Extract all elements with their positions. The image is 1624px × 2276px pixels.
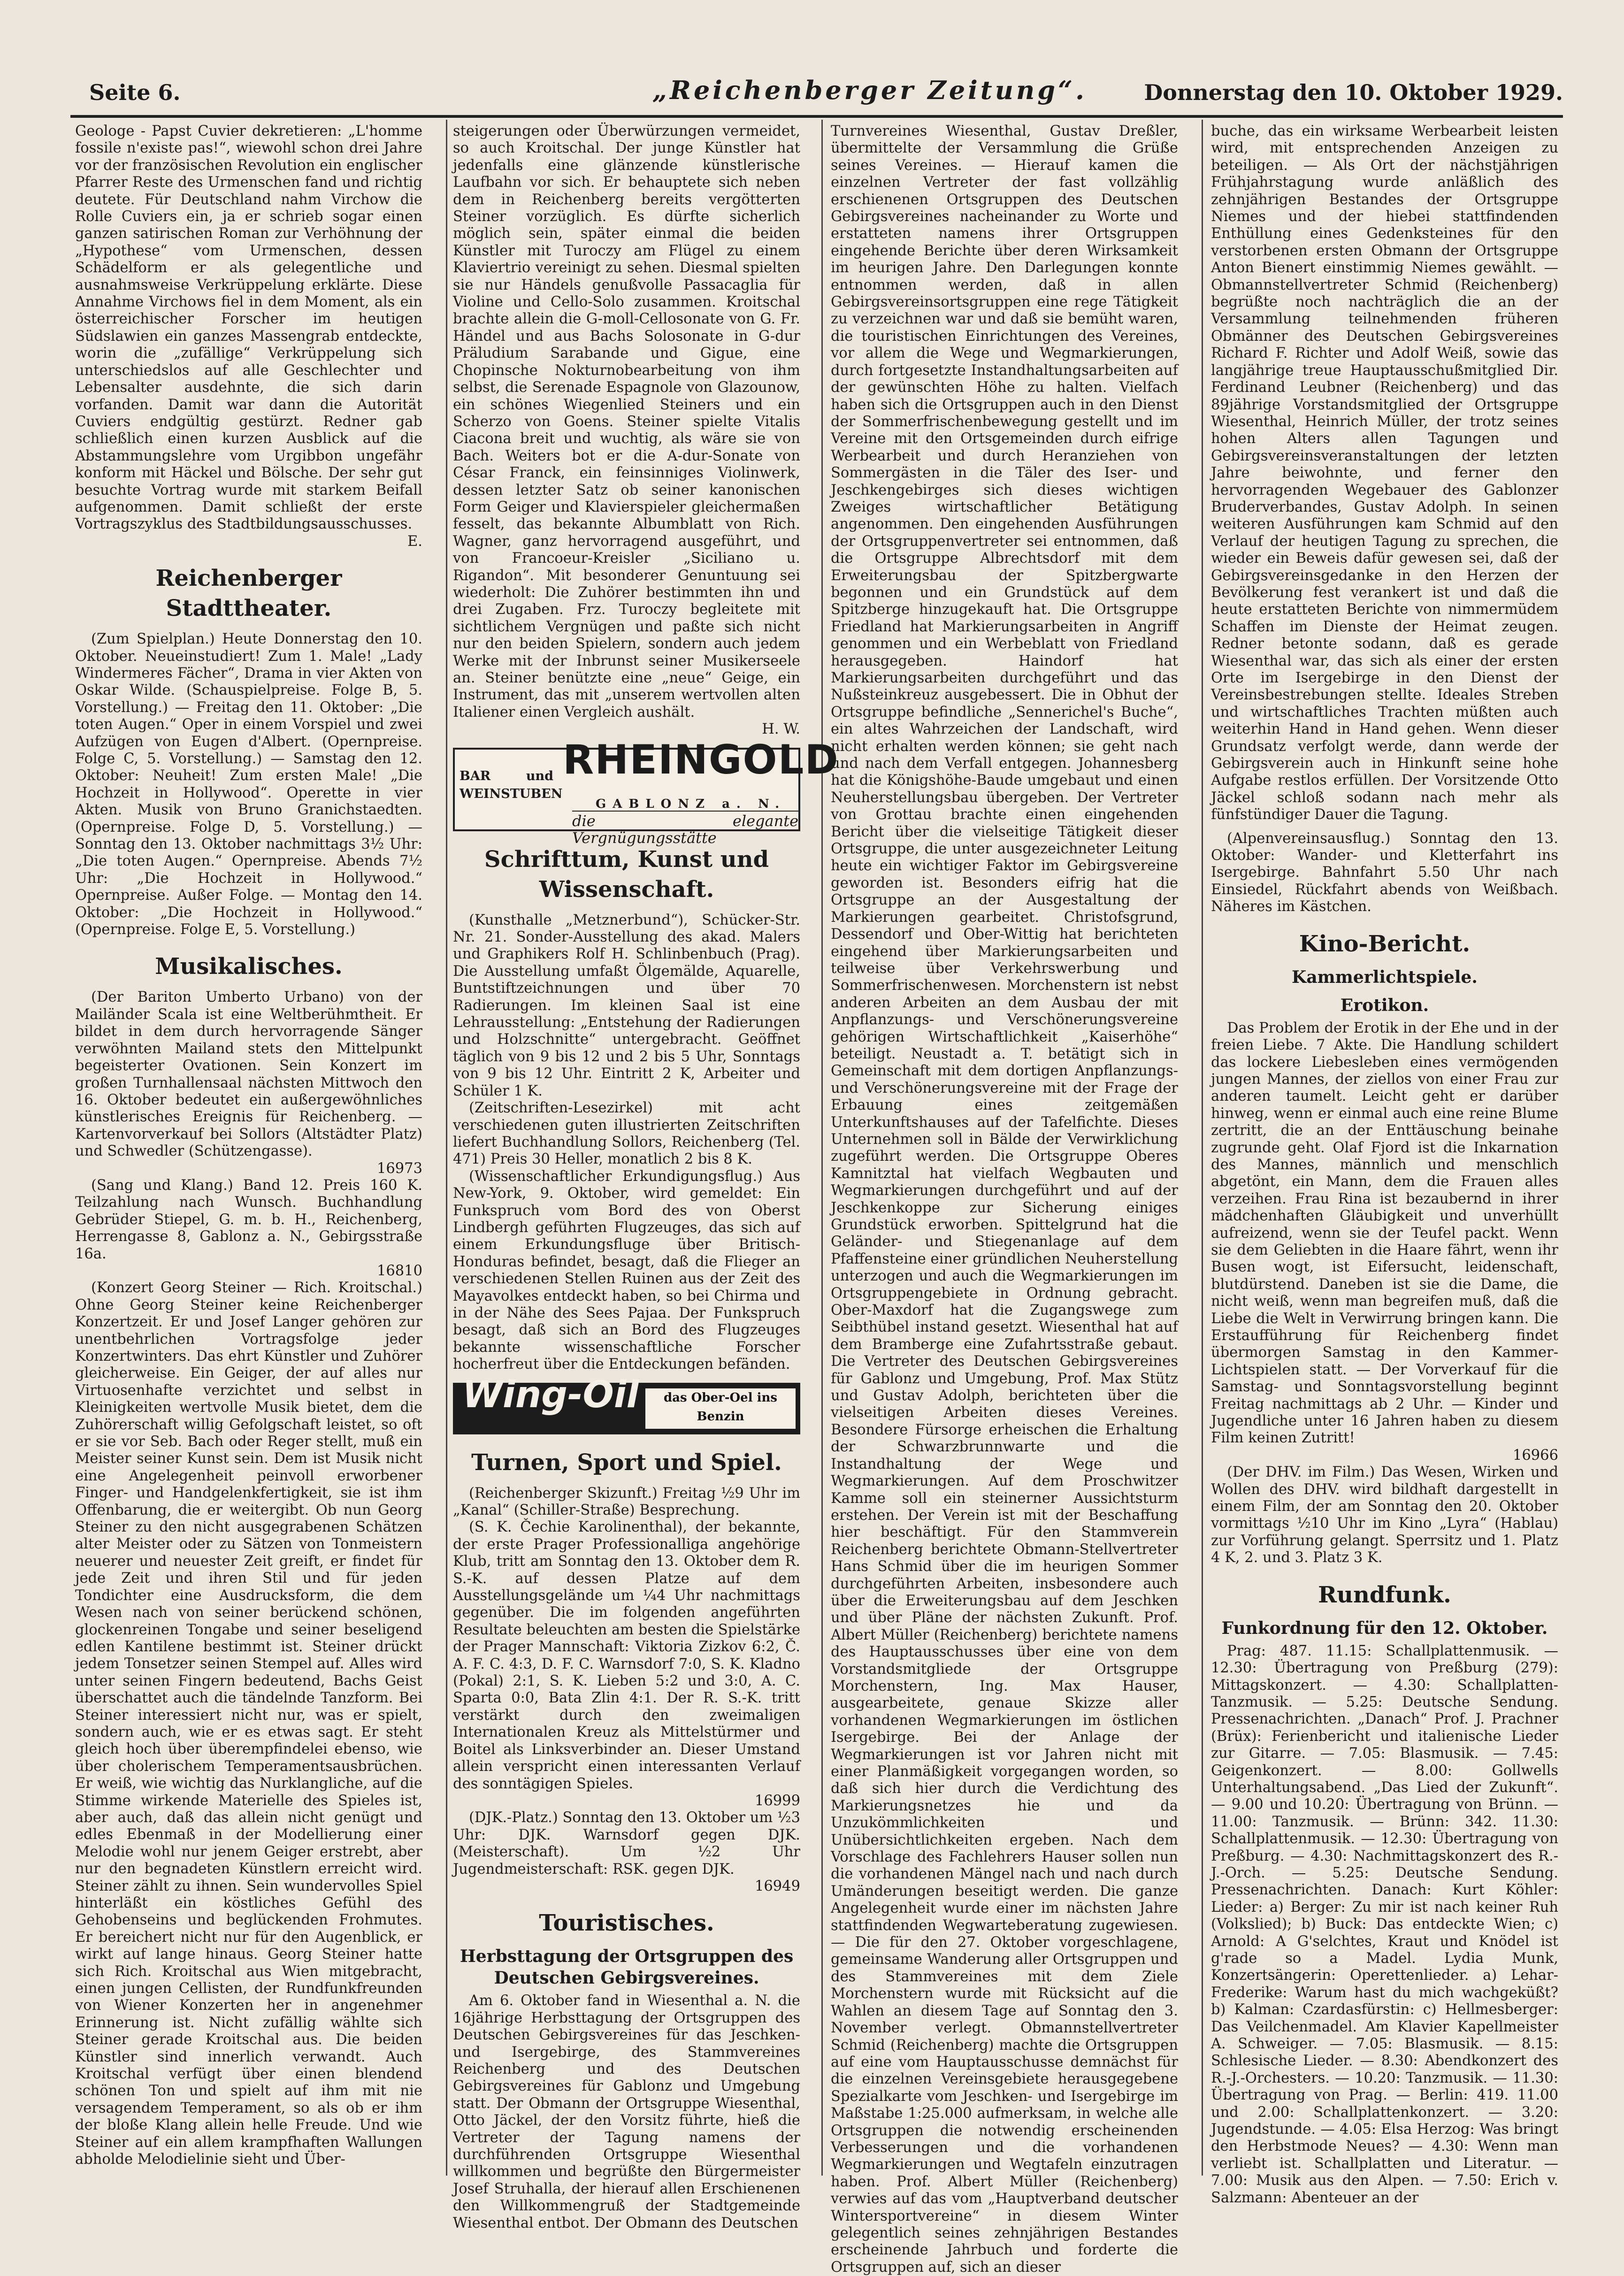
article-text: (Zum Spielplan.) Heute Donnerstag den 10. Oktober. Neueinstudiert! Zum 1. Male! „Lady Windermeres Fächer“, Drama in vier Akten von Oskar Wilde. (Schauspielpreise. Folge B, 5. Vorstellung.) — Freitag den 11. Oktober: „Die toten Augen.“ Oper in einem Vorspiel und zwei Aufzügen von Eugen d'Albert. (Opernpreise. Folge C, 5. Vorstellung.) — Samstag den 12. Oktober: Neuheit! Zum ersten Male! „Die Hochzeit in Hollywood“. Operette in vier Akten. Musik von Bruno Granichstaedten. (Opernpreise. Folge D, 5. Vorstellung.) — Sonntag den 13. Oktober nachmittags 3½ Uhr: „Die toten Augen.“ Opernpreise. Abends 7½ Uhr: „Die Hochzeit in Hollywood.“ Opernpreise. Außer Folge. — Montag den 14. Oktober: „Die Hochzeit in Hollywood.“ (Opernpreise. Folge E, 5. Vorstellung.): [75, 631, 422, 938]
article-text: (Zeitschriften-Lesezirkel) mit acht verschiedenen guten illustrierten Zeitschriften liefert Buchhandlung Sollors, Reichenberg (Tel. 471) Preis 30 Heller, monatlich 2 bis 8 K.: [453, 1100, 800, 1168]
ad-number: 16973: [376, 1160, 422, 1177]
column-4: [1211, 123, 1558, 2206]
article-text: (Alpenvereinsausflug.) Sonntag den 13. Oktober: Wander- und Kletterfahrt ins Isergebirge. Bahnfahrt 5.50 Uhr nach Einsiedel, Rückfahrt abends von Weißbach. Näheres im Kästchen.: [1211, 830, 1558, 915]
ad-number: 16999: [754, 1792, 800, 1809]
section-heading-arts: Schrifttum, Kunst und Wissenschaft.: [484, 846, 769, 903]
article-signature: E.: [407, 533, 422, 550]
section-heading-touristic: Touristisches.: [539, 1910, 714, 1937]
ad-slogan: das Ober-Oel ins Benzin: [645, 1388, 796, 1429]
issue-date: Donnerstag den 10. Oktober 1929.: [1144, 80, 1563, 105]
ad-number: 16966: [1512, 1447, 1558, 1464]
column-divider: [1202, 120, 1203, 2176]
article-text: Turnvereines Wiesenthal, Gustav Dreßler, übermittelte der Versammlung die Grüße seines Vereines. — Hierauf kamen die einzelnen Vertreter der fast vollzählig erschienenen Ortsgruppen des Deutschen Gebirgsvereines nacheinander zu Worte und erstatteten namens ihrer Ortsgruppen eingehende Berichte über deren Wirksamkeit im heurigen Jahre. Den Darlegungen konnte entnommen werden, daß in allen Gebirgsvereinsortsgruppen eine rege Tätigkeit zu verzeichnen war und daß sie bemüht waren, die touristischen Einrichtungen des Vereines, vor allem die Wege und Wegmarkierungen, durch fortgesetzte Instandhaltungsarbeiten auf der gewünschten Höhe zu halten. Vielfach haben sich die Ortsgruppen auch in den Dienst der Sommerfrischenbewegung gestellt und im Vereine mit den Ortsgemeinden durch eifrige Werbearbeit und durch Heranziehen von Sommergästen in die Täler des Iser- und Jeschkengebirges sich dieses wichtigen Zweiges wirtschaftlicher Betätigung angenommen. Den eingehenden Ausführungen der Ortsgruppenvertreter sei entnommen, daß die Ortsgruppe Albrechtsdorf mit dem Erweiterungsbau der Spitzbergwarte begonnen und ein Grundstück auf dem Spitzberge hinzugekauft hat. Die Ortsgruppe Friedland hat Markierungsarbeiten in Angriff genommen und ein Werbeblatt von Friedland herausgegeben. Haindorf hat Markierungsarbeiten durchgeführt und das Nußsteinkreuz ausgebessert. Die in Obhut der Ortsgruppe befindliche „Sennerichel's Buche“, ein altes Wahrzeichen der Landschaft, wird nicht erhalten werden können; sie geht nach und nach dem Verfall entgegen. Johannesberg hat die Königshöhe-Baude umgebaut und einen Neuherstellungsbau übergeben. Der Vertreter von Grottau brachte einen eingehenden Bericht über die vielseitige Tätigkeit dieser Ortsgruppe, die unter ausgezeichneter Leitung heute ein wichtiger Faktor im Gebirgsvereine geworden ist. Besonders eifrig hat die Ortsgruppe an der Ausgestaltung der Markierungen gearbeitet. Christofsgrund, Dessendorf und Ober-Wittig hat berichteten eingehend über Markierungsarbeiten und teilweise über Verkehrswerbung und Sommerfrischenwesen. Morchenstern ist nebst anderen Arbeiten an dem Ausbau der mit Anpflanzungs- und Verschönerungsvereine gehörigen Wirtschaftlichkeit „Kaiserhöhe“ beteiligt. Neustadt a. T. betätigt sich in Gemeinschaft mit dem dortigen Anpflanzungs- und Verschönerungsvereine mit der Frage der Erbauung eines zeitgemäßen Unterkunftshauses auf der Tafelfichte. Dieses Unternehmen soll in Bälde der Verwirklichung zugeführt werden. Die Ortsgruppe Oberes Kamnitztal hat vielfach Wegbauten und Wegmarkierungen durchgeführt und auf der Jeschkenkoppe zur Sicherung einiges Grundstück erworben. Spittelgrund hat die Geländer- und Stiegenanlage auf dem Pfaffensteine einer gründlichen Neuherstellung unterzogen und auch die Wegmarkierungen im Ortsgruppengebiete in Ordnung gebracht. Ober-Maxdorf hat die Zugangswege zum Seibthübel instand gesetzt. Wiesenthal hat auf dem Bramberge eine Zufahrtsstraße gebaut. Die Vertreter des Deutschen Gebirgsvereines für Gablonz und Umgebung, Prof. Max Stütz und Gustav Adolph, berichteten über die vielseitigen Arbeiten dieses Vereines. Besondere Fürsorge erheischen die Erhaltung der Schwarzbrunnwarte und die Instandhaltung der Wege und Wegmarkierungen. Auf dem Proschwitzer Kamme soll ein steinerner Aussichtsturm erstehen. Der Verein ist mit der Beschaffung hier beschäftigt. Für den Stammverein Reichenberg berichtete Obmann-Stellvertreter Hans Schmid über die im heurigen Sommer durchgeführten Arbeiten, insbesondere auch über die Erweiterungsbau auf dem Jeschken und über Pläne der nächsten Zukunft. Prof. Albert Müller (Reichenberg) berichtete namens des Hauptausschusses über eine von dem Vorstandsmitgliede der Ortsgruppe Morchenstern, Ing. Max Hauser, ausgearbeitete, genaue Skizze aller vorhandenen Wegmarkierungen im östlichen Isergebirge. Bei der Anlage der Wegmarkierungen ist vor Jahren nicht mit einer Planmäßigkeit vorgegangen worden, so daß sich hier durch die Verdichtung des Markierungsnetzes hie und da Unzukömmlichkeiten und Unübersichtlichkeiten ergeben. Nach dem Vorschlage des Fachlehrers Hauser sollen nun die vorhandenen Mängel nach und nach durch Umänderungen beseitigt werden. Die ganze Angelegenheit wurde einer im nächsten Jahre stattfindenden Wegwarteberatung zugewiesen. — Die für den 27. Oktober vorgeschlagene, gemeinsame Wanderung aller Ortsgruppen und des Stammvereines mit dem Ziele Morchenstern wurde mit Rücksicht auf die Wahlen an diesem Tage auf Sonntag den 3. November verlegt. Obmannstellvertreter Schmid (Reichenberg) machte die Ortsgruppen auf eine vom Hauptausschusse demnächst für die einzelnen Vereinsgebiete herausgegebene Spezialkarte vom Jeschken- und Isergebirge im Maßstabe 1:25.000 aufmerksam, in welche alle Ortsgruppen die notwendig erscheinenden Verbesserungen und die vorhandenen Wegmarkierungen und Wegtafeln einzutragen haben. Prof. Albert Müller (Reichenberg) verwies auf das vom „Hauptverband deutscher Wintersportvereine“ in diesem Winter gelegentlich seines zehnjährigen Bestandes erscheinende Jahrbuch und forderte die Ortsgruppen auf, sich an dieser: [831, 123, 1178, 2276]
article-text: (Reichenberger Skizunft.) Freitag ½9 Uhr im „Kanal“ (Schiller-Straße) Besprechung.: [453, 1485, 800, 1518]
advertisement-rheingold: [453, 736, 839, 847]
ad-brand: Wing-Oil: [462, 1373, 639, 1416]
section-heading-theater: Reichenberger Stadttheater.: [155, 565, 342, 622]
section-heading-sport: Turnen, Sport und Spiel.: [471, 1449, 782, 1476]
article-headline: Herbsttagung der Ortsgruppen des Deutschen Gebirgsvereines.: [460, 1946, 794, 1988]
film-title: Erotikon.: [1340, 995, 1429, 1015]
article-text: (S. K. Čechie Karolinenthal), der bekannte, der erste Prager Professionalliga angehörige Klub, tritt am Sonntag den 13. Oktober dem R. S.-K. auf dessen Platze auf dem Ausstellungsgelände um ¼4 Uhr nachmittags gegenüber. Die im folgenden angeführten Resultate beleuchten am besten die Spielstärke der Prager Mannschaft: Viktoria Zizkov 6:2, Č. A. F. C. 4:3, D. F. C. Warnsdorf 7:0, S. K. Kladno (Pokal) 2:1, S. K. Lieben 5:2 und 3:0, A. C. Sparta 0:0, Bata Zlin 4:1. Der R. S.-K. tritt verstärkt durch den zweimaligen Internationalen Kreuz als Mittelstürmer und Boitel als Linksverbinder an. Dieser Umstand allein verspricht einen interessanten Verlauf des sonntägigen Spieles.: [453, 1519, 800, 1792]
page-number: Seite 6.: [89, 80, 181, 105]
article-text: Das Problem der Erotik in der Ehe und in der freien Liebe. 7 Akte. Die Handlung schildert das lockere Liebesleben eines vermögenden jungen Mannes, der ziellos von einer Frau zur anderen taumelt. Leicht geht er darüber hinweg, wenn er einmal auch eine reine Blume zertritt, die an der Enttäuschung beinahe zugrunde geht. Olaf Fjord ist die Inkarnation des Mannes, männlich und menschlich abgetönt, ein Mann, dem die Frauen alles verzeihen. Frau Rina ist bezaubernd in ihrer mädchenhaften Gläubigkeit und unverhüllt aufreizend, wenn sie der Teufel packt. Wenn sie dem Geliebten in die Haare fährt, wenn ihr Busen wogt, ist Eifersucht, leidenschaft, blutdürstend. Daneben ist sie die Dame, die nicht weiß, wenn man begreifen muß, daß die Liebe die Welt in Verwirrung bringen kann. Die Erstaufführung für Reichenberg findet übermorgen Samstag in den Kammer-Lichtspielen statt. — Der Vorverkauf für die Samstag- und Sonntagsvorstellung beginnt Freitag nachmittags ab 2 Uhr. — Kinder und Jugendliche unter 16 Jahren haben zu diesem Film keinen Zutritt!: [1211, 1019, 1558, 1447]
column-2: [453, 123, 839, 2231]
article-text: buche, das ein wirksame Werbearbeit leisten wird, mit entsprechenden Anzeigen zu beteiligen. — Als Ort der nächstjährigen Frühjahrstagung wurde anläßlich des zehnjährigen Bestandes der Ortsgruppe Niemes und der hiebei stattfindenden Enthüllung eines Gedenksteines für den verstorbenen ersten Obmann der Ortsgruppe Anton Bienert einstimmig Niemes gewählt. — Obmannstellvertreter Schmid (Reichenberg) begrüßte noch nachträglich die an der Versammlung teilnehmenden früheren Obmänner des Deutschen Gebirgsvereines Richard F. Richter und Adolf Weiß, sowie das langjährige treue Hauptausschußmitglied Dir. Ferdinand Leubner (Reichenberg) und das 89jährige Vorstandsmitglied der Ortsgruppe Wiesenthal, Heinrich Müller, der trotz seines hohen Alters allen Tagungen und Gebirgsvereinsveranstaltungen der letzten Jahre beiwohnte, und ferner den hervorragenden Wegebauer des Gablonzer Bruderverbandes, Gustav Adolph. In seinen weiteren Ausführungen kam Schmid auf den Verlauf der heutigen Tagung zu sprechen, die wieder ein Beweis dafür gewesen sei, daß der Gebirgsvereinsgedanke in den Herzen der Bevölkerung fest verankert ist und daß die heute erstatteten Berichte von nimmermüdem Schaffen im Dienste der Heimat zeugen. Redner betonte sodann, daß es gerade Wiesenthal war, das sich als einer der ersten Orte im Isergebirge in den Dienst der Vereinsbestrebungen stellte. Ideales Streben und wirtschaftliches Trachten müßten auch weiterhin Hand in Hand gehen. Wenn dieser Grundsatz verfolgt werde, dann werde der Gebirgsverein auch in Hinkunft seine hohe Aufgabe restlos erfüllen. Der Vorsitzende Otto Jäckel schloß sodann nach mehr als fünfstündiger Dauer die Tagung.: [1211, 123, 1558, 823]
column-divider: [821, 120, 823, 2176]
ad-tagline: die elegante Vergnügungsstätte: [572, 811, 798, 847]
article-text: Geologe - Papst Cuvier dekretieren: „L'homme fossile n'existe pas!“, wiewohl schon drei Jahre vor der französischen Revolution ein englischer Pfarrer Reste des Urmenschen fand und richtig deutete. Für Deutschland nahm Virchow die Rolle Cuviers ein, ja er schrieb sogar einen ganzen satirischen Roman zur Verhöhnung der „Hypothese“ vom Urmenschen, dessen Schädelform er als gelegentliche und ausnahmsweise Verkrüppelung erklärte. Diese Annahme Virchows fiel in dem Moment, als ein österreichischer Forscher im heutigen Südslawien ein ganzes Massengrab entdeckte, worin die „zufällige“ Verkrüppelung sich unterschiedslos auf alle Geschlechter und Lebensalter ausdehnte, die sich darin vorfanden. Damit war dann die Autorität Cuviers endgültig gestürzt. Redner gab schließlich einen kurzen Ausblick auf die Abstammungslehre vom Urgibbon ungefähr konform mit Häckel und Bölsche. Der sehr gut besuchte Vortrag wurde mit starkem Beifall aufgenommen. Damit schließt der erste Vortragszyklus des Stadtbildungsausschusses.: [75, 123, 422, 533]
column-3: [831, 123, 1178, 2276]
section-heading-music: Musikalisches.: [155, 953, 343, 980]
article-text: Prag: 487. 11.15: Schallplattenmusik. — 12.30: Übertragung von Preßburg (279): Mittagskonzert. — 4.30: Schallplatten-Tanzmusik. — 5.25: Deutsche Sendung. Pressenachrichten. „Danach“ Prof. J. Prachner (Brüx): Ferienbericht und italienische Lieder zur Gitarre. — 7.05: Blasmusik. — 7.45: Geigenkonzert. — 8.00: Gollwells Unterhaltungsabend. „Das Lied der Zukunft“. — 9.00 und 10.20: Übertragung von Brünn. — 11.00: Tanzmusik. — Brünn: 342. 11.30: Schallplattenmusik. — 12.30: Übertragung von Preßburg. — 4.30: Nachmittagskonzert des R.-J.-Orch. — 5.25: Deutsche Sendung. Pressenachrichten. Danach: Kurt Köhler: Lieder: a) Berger: Zu mir ist nach keiner Ruh (Volkslied); b) Buck: Das entdeckte Wien; c) Arnold: A G'selchtes, Kraut und Knödel ist g'rade so a Madel. Lydia Munk, Konzertsängerin: Operettenlieder. a) Lehar-Frederike: Warum hast du mich wachgeküßt? b) Kalman: Czardasfürstin: c) Hellmesberger: Das Veilchenmadel. Am Klavier Kapellmeister A. Schweiger. — 7.05: Blasmusik. — 8.15: Schlesische Lieder. — 8.30: Abendkonzert des R.-J.-Orchesters. — 10.20: Tanzmusik. — 11.30: Übertragung von Prag. — Berlin: 419. 11.00 und 2.00: Schallplattenkonzert. — 3.20: Jugendstunde. — 4.05: Elsa Herzog: Was bringt den Herbstmode Neues? — 4.30: Wenn man verliebt ist. Schallplatten und Literatur. — 7.00: Musik aus den Alpen. — 7.50: Erich v. Salzmann: Abenteuer an der: [1211, 1642, 1558, 2206]
ad-number: 16810: [376, 1262, 422, 1279]
header-rule: [70, 115, 1563, 118]
column-divider: [446, 120, 447, 2176]
article-text: steigerungen oder Überwürzungen vermeidet, so auch Kroitschal. Der junge Künstler hat jedenfalls eine glänzende künstlerische Laufbahn vor sich. Er behauptete sich neben dem in Reichenberg bereits vergötterten Steiner vorzüglich. Es dürfte sicherlich möglich sein, später einmal die beiden Künstler mit Turoczy am Flügel zu einem Klaviertrio vereinigt zu sehen. Diesmal spielten sie nur Händels genußvolle Passacaglia für Violine und Cello-Solo zusammen. Kroitschal brachte allein die G-moll-Cellosonate von G. Fr. Händel und aus Bachs Solosonate in G-dur Präludium Sarabande und Gigue, eine Chopinsche Nokturnobearbeitung von ihm selbst, die Serenade Espagnole von Glazounow, ein schönes Wiegenlied Steiners und ein Scherzo von Goens. Steiner spielte Vitalis Ciacona breit und wuchtig, als wäre sie von Bach. Weiters bot er die A-dur-Sonate von César Franck, ein feinsinniges Violinwerk, dessen letzter Satz ob seiner kanonischen Form Geiger und Klavierspieler gleichermaßen fesselt, das bekannte Albumblatt von Rich. Wagner, ganz hervorragend ausgeführt, und von Francoeur-Kreisler „Siciliano u. Rigandon“. Mit besonderer Genuntuung sei wiederholt: Die Zuhörer bestimmten ihn und drei Zugaben. Frz. Turoczy begleitete mit sichtlichem Vergnügen und paßte sich nicht nur den beiden Spielern, sondern auch jedem Werke mit der Inbrunst seiner Musikerseele an. Steiner benützte eine „neue“ Geige, ein Instrument, das mit „unserem wertvollen alten Italiener einen Vergleich aushält.: [453, 123, 800, 720]
article-text: (DJK.-Platz.) Sonntag den 13. Oktober um ½3 Uhr: DJK. Warnsdorf gegen DJK. (Meisterschaft). Um ½2 Uhr Jugendmeisterschaft: RSK. gegen DJK.: [453, 1809, 800, 1878]
article-text: (Kunsthalle „Metznerbund“), Schücker-Str. Nr. 21. Sonder-Ausstellung des akad. Malers und Graphikers Rolf H. Schlinbenbuch (Prag). Die Ausstellung umfaßt Ölgemälde, Aquarelle, Buntstiftzeichnungen und über 70 Radierungen. Im kleinen Saal ist eine Lehrausstellung: „Entstehung der Radierungen und Holzschnitte“ untergebracht. Geöffnet täglich von 9 bis 12 und 2 bis 5 Uhr, Sonntags von 9 bis 12 Uhr. Eintritt 2 K, Arbeiter und Schüler 1 K.: [453, 912, 800, 1099]
article-text: (Der DHV. im Film.) Das Wesen, Wirken und Wollen des DHV. wird bildhaft dargestellt in einem Film, der am Sonntag den 20. Oktober vormittags ½10 Uhr im Kino „Lyra“ (Hablau) zur Vorführung gelangt. Sperrsitz und 1. Platz 4 K, 2. und 3. Platz 3 K.: [1211, 1464, 1558, 1566]
ad-brand: RHEINGOLD: [563, 736, 839, 783]
ad-number: 16949: [754, 1878, 800, 1894]
cinema-venue: Kammerlichtspiele.: [1292, 967, 1478, 987]
column-1: [75, 123, 422, 2174]
ad-bar-label: BAR und WEINSTUBEN: [460, 768, 563, 801]
advertisement-wing-oil: [453, 1373, 800, 1434]
ad-location: GABLONZ a. N.: [596, 797, 786, 811]
article-text: (Sang und Klang.) Band 12. Preis 160 K. Teilzahlung nach Wunsch. Buchhandlung Gebrüder Stiepel, G. m. b. H., Reichenberg, Herrengasse 8, Gablonz a. N., Gebirgsstraße 16a.: [75, 1177, 422, 1262]
article-text: (Der Bariton Umberto Urbano) von der Mailänder Scala ist eine Weltberühmtheit. Er bildet in dem durch hervorragende Sänger verwöhnten Mailand stets den Mittelpunkt begeisterter Ovationen. Sein Konzert im großen Turnhallensaal nächsten Mittwoch den 16. Oktober bedeutet ein außergewöhnliches künstlerisches Ereignis für Reichenberg. — Kartenvorverkauf bei Sollors (Altstädter Platz) und Schwedler (Schützengasse).: [75, 989, 422, 1160]
newspaper-title: „Reichenberger Zeitung“.: [652, 75, 1087, 105]
section-heading-radio: Rundfunk.: [1318, 1581, 1451, 1608]
article-text: Am 6. Oktober fand in Wiesenthal a. N. die 16jährige Herbsttagung der Ortsgruppen des Deutschen Gebirgsvereines für das Jeschken- und Isergebirge, des Stammvereines Reichenberg und des Deutschen Gebirgsvereines für Gablonz und Umgebung statt. Der Obmann der Ortsgruppe Wiesenthal, Otto Jäckel, der den Vorsitz führte, hieß die Vertreter der Tagung namens der durchführenden Ortsgruppe Wiesenthal willkommen und begrüßte den Bürgermeister Josef Struhalla, der hierauf allen Erschienenen den Willkommengruß der Stadtgemeinde Wiesenthal entbot. Der Obmann des Deutschen: [453, 1992, 800, 2231]
section-heading-cinema: Kino-Bericht.: [1299, 930, 1471, 957]
page-header: [70, 70, 1563, 113]
article-signature: H. W.: [762, 721, 800, 738]
article-headline: Funkordnung für den 12. Oktober.: [1221, 1618, 1548, 1638]
article-text: (Wissenschaftlicher Erkundigungsflug.) Aus New-York, 9. Oktober, wird gemeldet: Ein Funkspruch vom Bord des von Oberst Lindbergh geführten Flugzeuges, das sich auf einem Erkundungsfluge über Britisch-Honduras befindet, besagt, daß die Flieger an verschiedenen Stellen Ruinen aus der Zeit des Mayavolkes entdeckt haben, so bei Chirma und in der Nähe des Sees Pajaa. Der Funkspruch besagt, daß sich an Bord des Flugzeuges bekannte wissenschaftliche Forscher hocherfreut über die Entdeckungen befänden.: [453, 1168, 800, 1373]
article-text: (Konzert Georg Steiner — Rich. Kroitschal.) Ohne Georg Steiner keine Reichenberger Konzertzeit. Er und Josef Langer gehören zur unentbehrlichen Vortragsfolge jeder Konzertwinters. Das ehrt Künstler und Zuhörer gleicherweise. Ein Geiger, der auf alles nur Virtuosenhafte verzichtet und selbst in Kleinigkeiten wertvolle Musik bietet, dem die Zuhörerschaft willig Gefolgschaft leistet, so oft er sie vor Seb. Bach oder Reger stellt, muß ein Meister seiner Kunst sein. Dem ist Musik nicht eine Angelegenheit peinvoll erworbener Finger- und Handgelenkfertigkeit, sie ist ihm Offenbarung, die er weitergibt. Ob nun Georg Steiner zu den nicht ausgegrabenen Schätzen alter Meister oder zu Sätzen von Tonmeistern neuerer und neuester Zeit greift, er findet für jede Zeit und ihren Stil und für jeden Tondichter eine Ausdrucksform, die dem Wesen nach von seiner berückend schönen, glockenreinen Tongabe und seiner beseligend edlen Kantilene bestimmt ist. Steiner drückt jedem Tonsetzer seinen Stempel auf. Alles wird unter seinen Fingern bedeutend, Bachs Geist überschattet auch die tändelnde Tanzform. Bei Steiner interessiert nicht nur, was er spielt, sondern auch, wie er es etwas sagt. Er steht gleich hoch über überempfindelei ebenso, wie über cholerischem Temperamentsausbrüchen. Er weiß, wie wichtig das Nurklangliche, auf die Stimme wirkende Materielle des Spieles ist, aber auch, daß das allein nicht genügt und edles Ebenmaß in der Modellierung einer Melodie wohl nur jenem Geiger erstrebt, aber nur den begnadeten Künstlern erreicht wird. Steiner zählt zu ihnen. Sein wundervolles Spiel hinterläßt ein köstliches Gefühl des Gehobenseins und beglückenden Frohmutes. Er bereichert nicht nur für den Augenblick, er wirkt auf lange hinaus. Georg Steiner hatte sich Rich. Kroitschal aus Wien mitgebracht, einen jungen Cellisten, der Rundfunkfreunden von Wiener Konzerten her in angenehmer Erinnerung ist. Nicht zufällig wählte sich Steiner gerade Kroitschal aus. Die beiden Künstler sind innerlich verwandt. Auch Kroitschal verfügt über einen blendend schönen Ton und spielt auf ihm mit nie versagendem Temperament, so als ob er ihm der bloße Klang allein helle Freude. Und wie Steiner auf ein allem krampfhaften Wallungen abholde Melodielinie sieht und Über-: [75, 1280, 422, 2168]
